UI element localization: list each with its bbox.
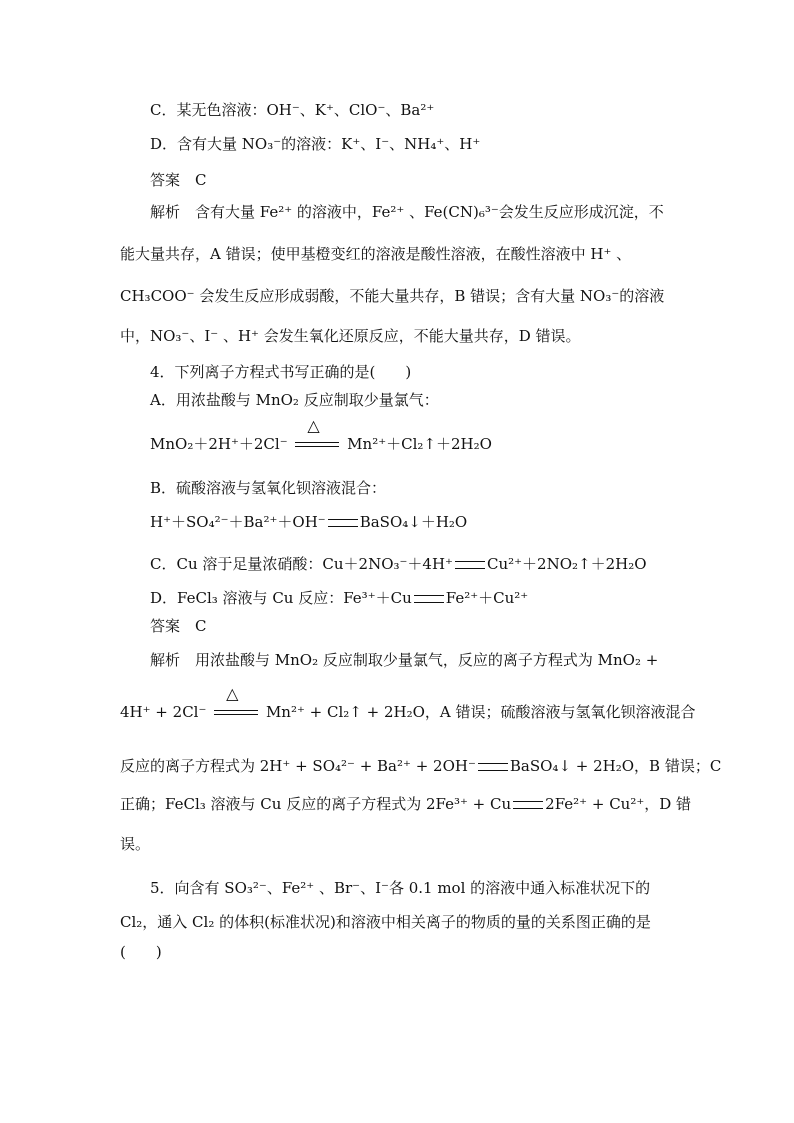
answer-label-2: 答案 C — [150, 617, 207, 635]
equation-a-left: MnO₂＋2H⁺＋2Cl⁻ — [150, 435, 288, 453]
equals-sign — [328, 519, 358, 527]
equals-sign — [513, 801, 543, 809]
explanation-line-1: 解析 含有大量 Fe²⁺ 的溶液中，Fe²⁺ 、Fe(CN)₆³⁻会发生反应形成沉淀，不 — [150, 203, 664, 221]
question-4-option-a: A．用浓盐酸与 MnO₂ 反应制取少量氯气： — [150, 391, 439, 409]
question-5-line-2: Cl₂，通入 Cl₂ 的体积(标准状况)和溶液中相关离子的物质的量的关系图正确的是 — [120, 913, 651, 931]
explanation2-line-1: 解析 用浓盐酸与 MnO₂ 反应制取少量氯气，反应的离子方程式为 MnO₂ + — [150, 651, 659, 669]
explanation2-line-3: 反应的离子方程式为 2H⁺ + SO₄²⁻ + Ba²⁺ + 2OH⁻ BaSO₄↓ + 2H₂O，B 错误；C — [120, 757, 722, 775]
equation-a — [150, 416, 492, 454]
explanation2-line-4: 正确；FeCl₃ 溶液与 Cu 反应的离子方程式为 2Fe³⁺ + Cu 2Fe²⁺ + Cu²⁺，D 错 — [120, 795, 692, 813]
option-d: D．含有大量 NO₃⁻的溶液：K⁺、I⁻、NH₄⁺、H⁺ — [150, 135, 481, 153]
explanation2-line-2: 4H⁺ + 2Cl⁻ △ Mn²⁺ + Cl₂↑ + 2H₂O，A 错误；硫酸溶液与氢氧化钡溶液混合 — [120, 684, 696, 721]
question-4-option-b: B．硫酸溶液与氢氧化钡溶液混合： — [150, 479, 387, 497]
explanation-line-3: CH₃COO⁻ 会发生反应形成弱酸，不能大量共存，B 错误；含有大量 NO₃⁻的溶液 — [120, 287, 665, 305]
equals-sign — [455, 561, 485, 569]
option-c: C．某无色溶液：OH⁻、K⁺、ClO⁻、Ba²⁺ — [150, 101, 435, 119]
explanation-line-4: 中，NO₃⁻、I⁻ 、H⁺ 会发生氧化还原反应，不能大量共存，D 错误。 — [120, 327, 581, 345]
equation-b: H⁺＋SO₄²⁻＋Ba²⁺＋OH⁻ BaSO₄↓＋H₂O — [150, 513, 468, 531]
question-5-line-3: ( ) — [120, 943, 162, 961]
explanation2-line-5: 误。 — [120, 835, 151, 853]
question-4-option-d: D．FeCl₃ 溶液与 Cu 反应：Fe³⁺＋Cu Fe²⁺＋Cu²⁺ — [150, 589, 529, 607]
question-4: 4．下列离子方程式书写正确的是( ) — [150, 363, 412, 381]
question-4-option-c: C．Cu 溶于足量浓硝酸：Cu＋2NO₃⁻＋4H⁺ Cu²⁺＋2NO₂↑＋2H₂O — [150, 555, 647, 573]
question-5: 5．向含有 SO₃²⁻、Fe²⁺ 、Br⁻、I⁻各 0.1 mol 的溶液中通入标准状况下的 — [150, 879, 651, 897]
equals-sign — [414, 595, 444, 603]
heat-equals-sign: △ — [295, 438, 339, 452]
explanation-line-2: 能大量共存，A 错误；使甲基橙变红的溶液是酸性溶液，在酸性溶液中 H⁺ 、 — [120, 245, 632, 263]
equation-a-right: Mn²⁺＋Cl₂↑＋2H₂O — [347, 435, 492, 453]
answer-label: 答案 C — [150, 171, 207, 189]
equals-sign — [478, 763, 508, 771]
heat-equals-sign: △ — [214, 706, 258, 720]
